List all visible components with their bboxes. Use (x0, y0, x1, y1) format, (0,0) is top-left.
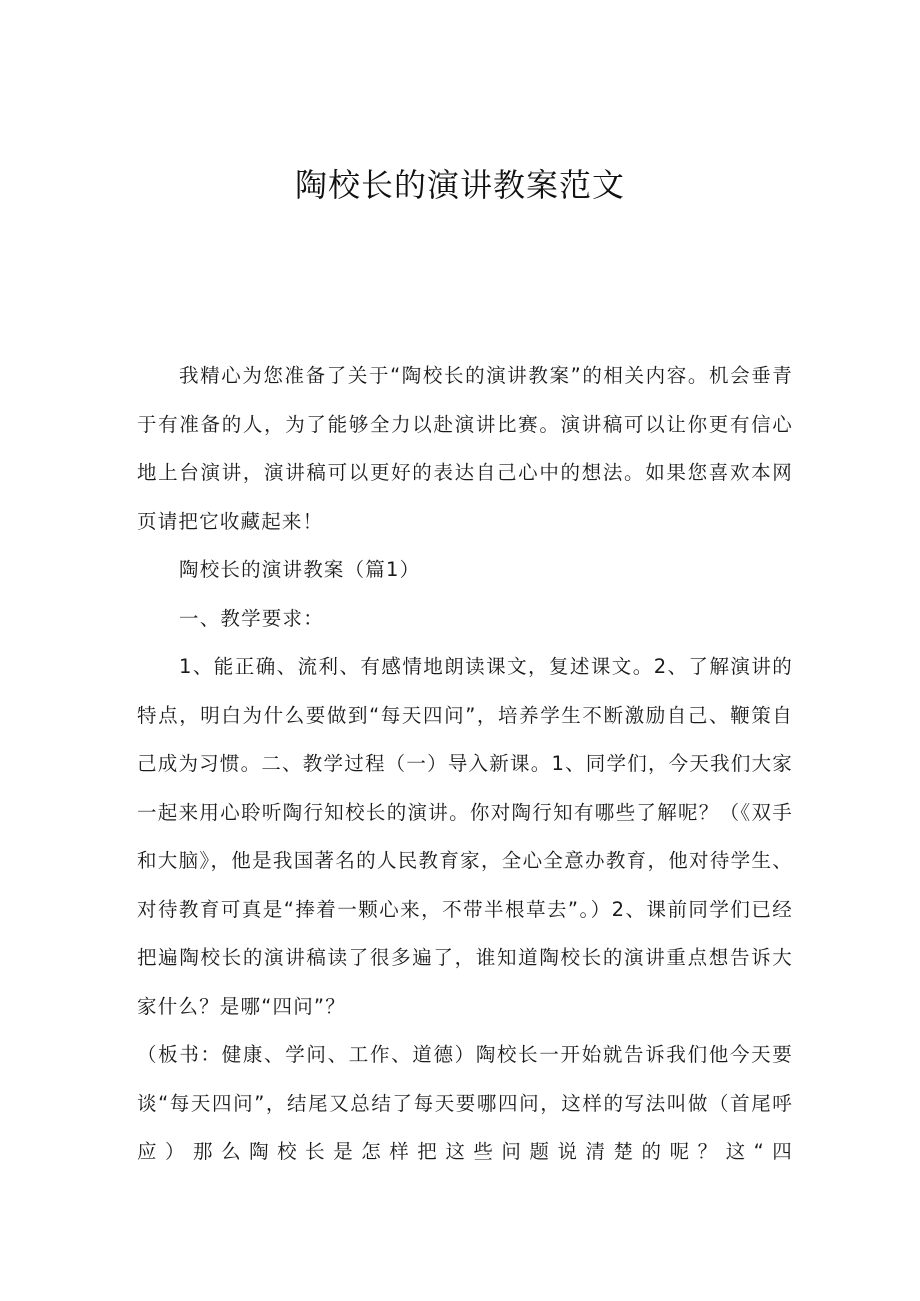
document-title: 陶校长的演讲教案范文 (294, 166, 625, 204)
body-paragraph-continued: （板书：健康、学问、工作、道德）陶校长一开始就告诉我们他今天要谈“每天四问”，结尾又总结了每天要哪四问，这样的写法叫做（首尾呼应）那么陶校长是怎样把这些问题说清楚的呢？这“四 (137, 1043, 793, 1163)
body-paragraph: 1、能正确、流利、有感情地朗读课文，复述课文。2、了解演讲的特点，明白为什么要做到“每天四问”，培养学生不断激励自己、鞭策自己成为习惯。二、教学过程（一）导入新课。1、同学们，今天我们大家一起来用心聆听陶行知校长的演讲。你对陶行知有哪些了解呢？（《双手和大脑》，他是我国著名的人民教育家，全心全意办教育，他对待学生、对待教育可真是“捧着一颗心来，不带半根草去”。）2、课前同学们已经把遍陶校长的演讲稿读了很多遍了，谁知道陶校长的演讲重点想告诉大家什么？是哪“四问”？ (137, 655, 793, 1018)
document-body (137, 352, 793, 1177)
subsection-heading: 一、教学要求： (179, 606, 324, 630)
intro-paragraph: 我精心为您准备了关于“陶校长的演讲教案”的相关内容。机会垂青于有准备的人，为了能够全力以赴演讲比赛。演讲稿可以让你更有信心地上台演讲，演讲稿可以更好的表达自己心中的想法。如果您喜欢本网页请把它收藏起来！ (137, 364, 793, 533)
section-heading: 陶校长的演讲教案（篇1） (179, 558, 421, 581)
